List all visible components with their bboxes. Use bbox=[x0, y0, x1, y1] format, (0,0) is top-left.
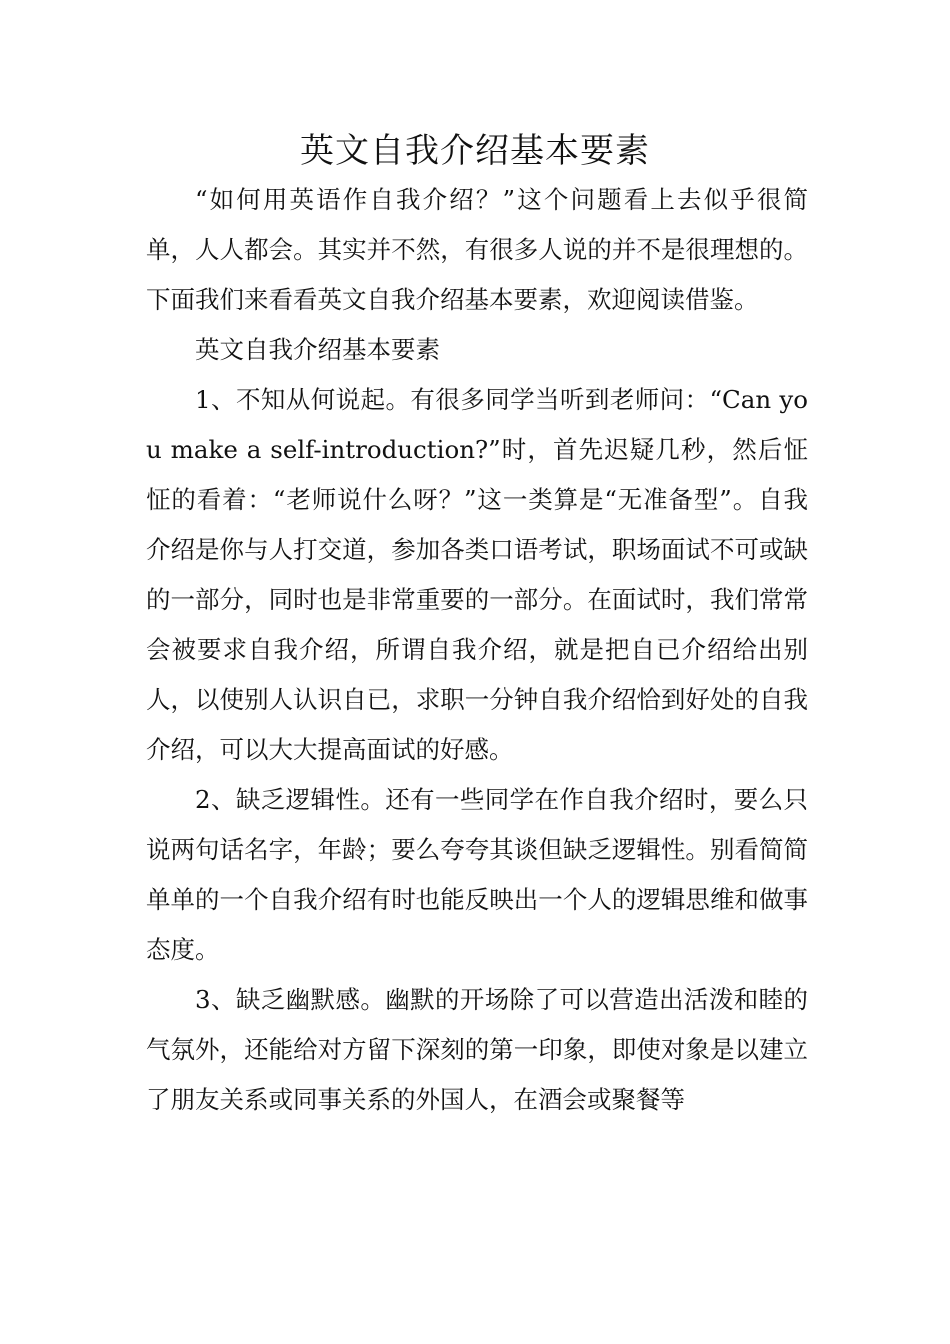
point-paragraph-3: 3、缺乏幽默感。幽默的开场除了可以营造出活泼和睦的气氛外，还能给对方留下深刻的第一印象，即使对象是以建立了朋友关系或同事关系的外国人，在酒会或聚餐等 bbox=[146, 985, 808, 1114]
section-heading: 英文自我介绍基本要素 bbox=[195, 335, 440, 364]
intro-paragraph: “如何用英语作自我介绍？”这个问题看上去似乎很简单，人人都会。其实并不然，有很多人说的并不是很理想的。下面我们来看看英文自我介绍基本要素，欢迎阅读借鉴。 bbox=[146, 185, 808, 314]
point-paragraph-1: 1、不知从何说起。有很多同学当听到老师问：“Can you make a self-introduction?”时，首先迟疑几秒，然后怔怔的看着：“老师说什么呀？”这一类算是“无准备型”。自我介绍是你与人打交道，参加各类口语考试，职场面试不可或缺的一部分，同时也是非常重要的一部分。在面试时，我们常常会被要求自我介绍，所谓自我介绍，就是把自已介绍给出别人，以使别人认识自已，求职一分钟自我介绍恰到好处的自我介绍，可以大大提高面试的好感。 bbox=[146, 385, 808, 764]
document-body bbox=[146, 175, 808, 1125]
document-title: 英文自我介绍基本要素 bbox=[300, 131, 650, 171]
point-paragraph-2: 2、缺乏逻辑性。还有一些同学在作自我介绍时，要么只说两句话名字，年龄；要么夸夸其谈但缺乏逻辑性。别看简简单单的一个自我介绍有时也能反映出一个人的逻辑思维和做事态度。 bbox=[146, 785, 808, 964]
